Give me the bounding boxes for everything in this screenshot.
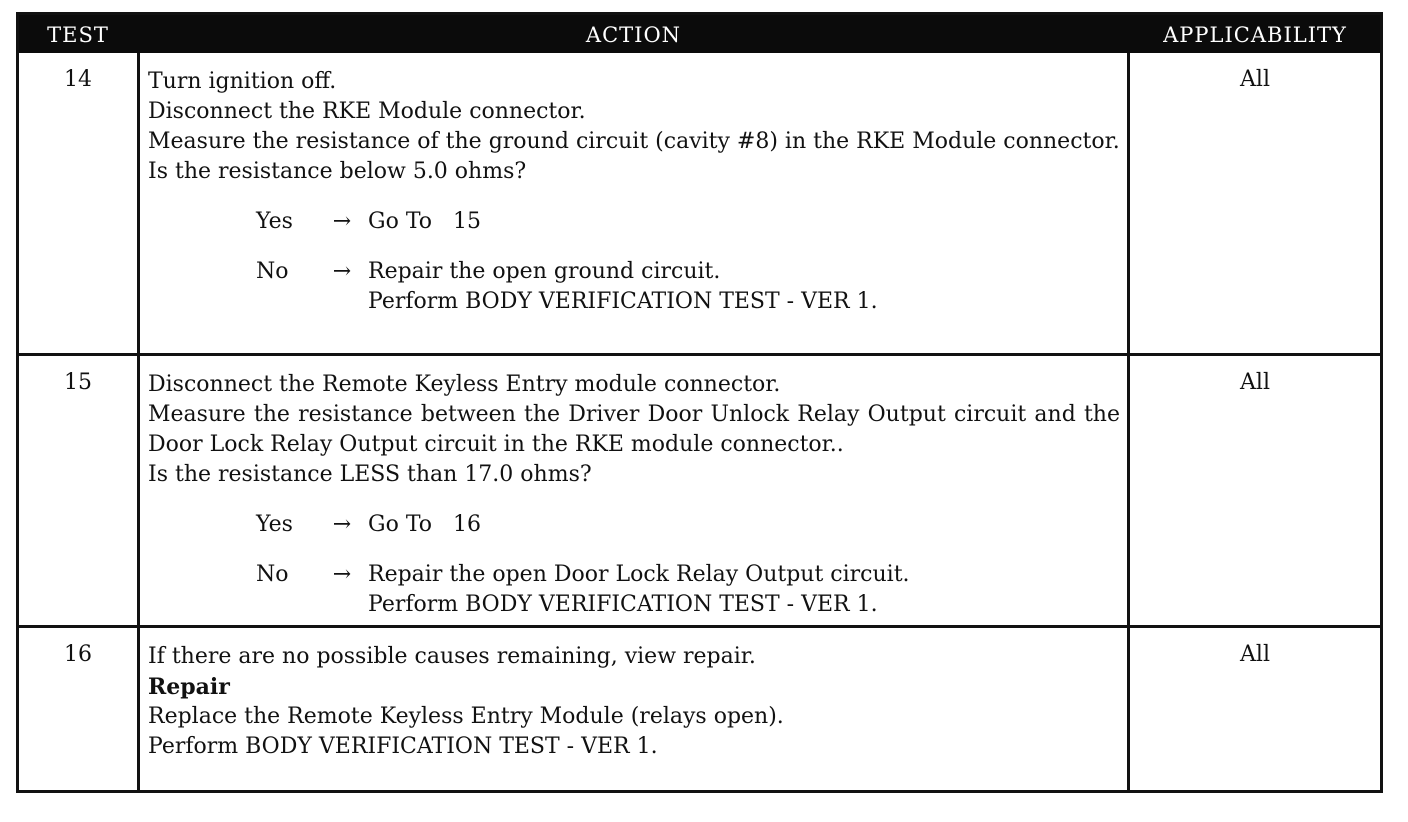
applicability-cell: All — [1240, 642, 1270, 667]
repair-line: Replace the Remote Keyless Entry Module (relays open). — [148, 704, 784, 729]
action-line: Is the resistance below 5.0 ohms? — [148, 159, 527, 184]
yes-response — [148, 510, 1120, 540]
arrow-right-icon: → — [332, 259, 352, 284]
test-number: 14 — [64, 67, 92, 92]
yes-label: Yes — [256, 512, 293, 537]
repair-label: Repair — [148, 674, 230, 700]
no-response — [148, 257, 1120, 317]
action-line: Disconnect the RKE Module connector. — [148, 99, 586, 124]
action-line: Is the resistance LESS than 17.0 ohms? — [148, 462, 592, 487]
no-text-line: Perform BODY VERIFICATION TEST - VER 1. — [368, 592, 878, 617]
table-row — [19, 53, 1380, 353]
no-label: No — [256, 259, 289, 284]
yes-text: Go To 16 — [368, 512, 481, 537]
test-number: 15 — [64, 370, 92, 395]
no-response — [148, 560, 1120, 620]
action-cell — [148, 370, 1120, 620]
arrow-right-icon: → — [332, 562, 352, 587]
no-text — [368, 257, 878, 317]
no-label: No — [256, 562, 289, 587]
yes-label: Yes — [256, 209, 293, 234]
repair-line: Perform BODY VERIFICATION TEST - VER 1. — [148, 734, 658, 759]
yes-text: Go To 15 — [368, 209, 481, 234]
action-line: Measure the resistance between the Driver Door Unlock Relay Output circuit and the Door Lock Relay Output circuit in the RKE module connector.. — [148, 402, 1120, 457]
header-applicability: APPLICABILITY — [1163, 23, 1347, 47]
diagnostic-table — [16, 12, 1383, 793]
action-cell — [148, 642, 1120, 762]
arrow-right-icon: → — [332, 209, 352, 234]
table-row — [19, 356, 1380, 625]
action-line: Measure the resistance of the ground circuit (cavity #8) in the RKE Module connector. — [148, 129, 1120, 154]
action-line: If there are no possible causes remaining, view repair. — [148, 644, 756, 669]
applicability-cell: All — [1240, 67, 1270, 92]
table-row — [19, 628, 1380, 790]
table-header — [19, 15, 1380, 53]
action-line: Disconnect the Remote Keyless Entry module connector. — [148, 372, 781, 397]
applicability-cell: All — [1240, 370, 1270, 395]
header-action: ACTION — [585, 23, 682, 47]
arrow-right-icon: → — [332, 512, 352, 537]
action-line: Turn ignition off. — [148, 69, 337, 94]
no-text-line: Repair the open ground circuit. — [368, 259, 721, 284]
no-text — [368, 560, 910, 620]
test-number: 16 — [64, 642, 92, 667]
action-cell — [148, 67, 1120, 317]
yes-response — [148, 207, 1120, 237]
header-test: TEST — [47, 23, 109, 47]
no-text-line: Repair the open Door Lock Relay Output circuit. — [368, 562, 910, 587]
no-text-line: Perform BODY VERIFICATION TEST - VER 1. — [368, 289, 878, 314]
